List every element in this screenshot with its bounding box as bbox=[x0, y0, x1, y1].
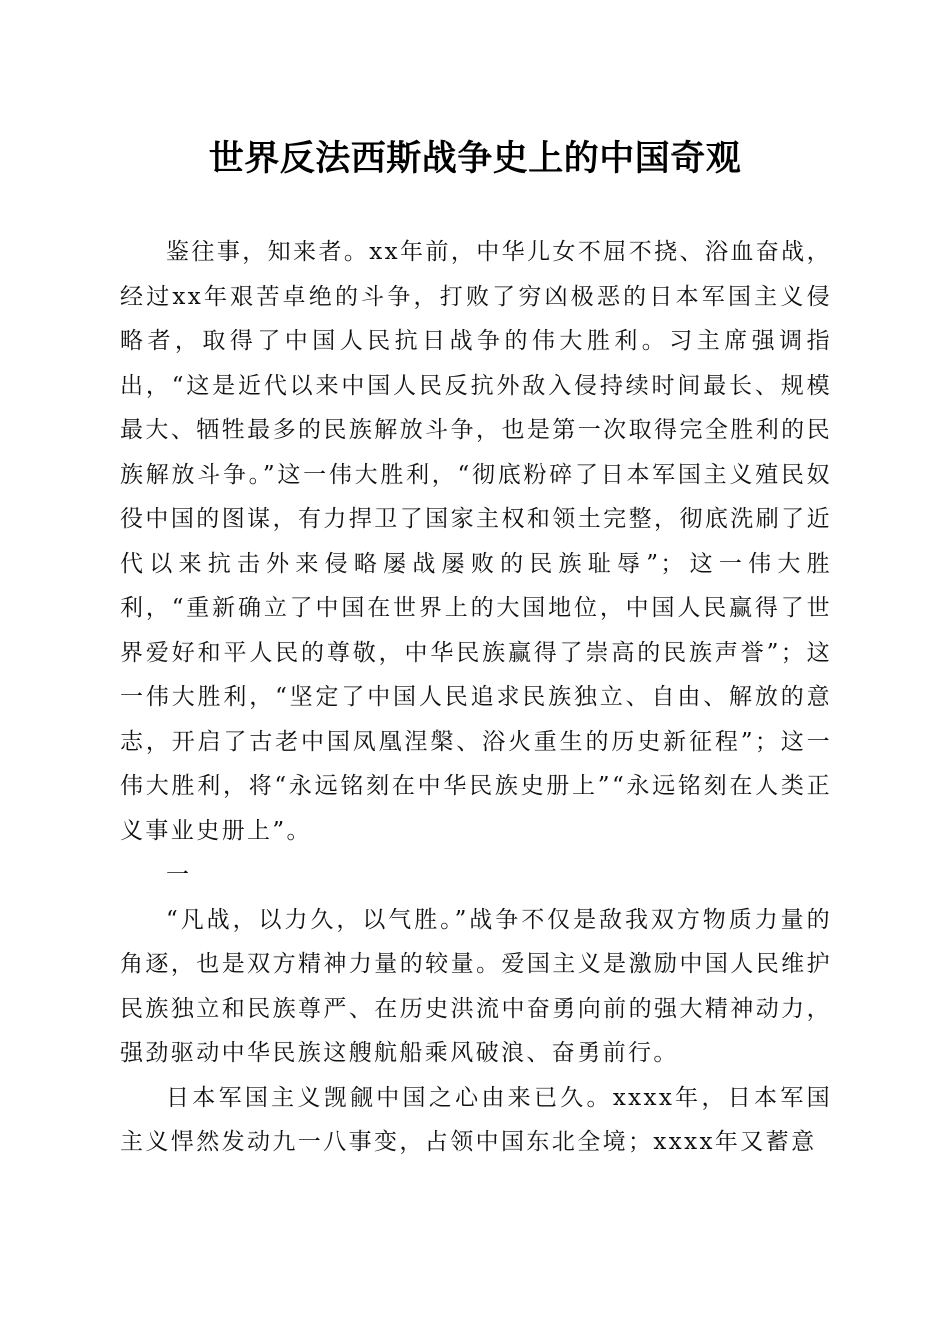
paragraph-history: 日本军国主义觊觎中国之心由来已久。xxxx年，日本军国主义悍然发动九一八事变，占领中国东北全境；xxxx年又蓄意 bbox=[120, 1084, 832, 1155]
section-number: 一 bbox=[166, 862, 192, 888]
document-body bbox=[120, 230, 832, 1165]
document-title: 世界反法西斯战争史上的中国奇观 bbox=[208, 138, 742, 179]
paragraph-spirit: “凡战，以力久，以气胜。”战争不仅是敌我双方物质力量的角逐，也是双方精神力量的较量。爱国主义是激励中国人民维护民族独立和民族尊严、在历史洪流中奋勇向前的强大精神动力，强劲驱动中华民族这艘航船乘风破浪、奋勇前行。 bbox=[120, 906, 832, 1066]
paragraph-intro: 鉴往事，知来者。xx年前，中华儿女不屈不挠、浴血奋战，经过xx年艰苦卓绝的斗争，打败了穷凶极恶的日本军国主义侵略者，取得了中国人民抗日战争的伟大胜利。习主席强调指出，“这是近代以来中国人民反抗外敌入侵持续时间最长、规模最大、牺牲最多的民族解放斗争，也是第一次取得完全胜利的民族解放斗争。”这一伟大胜利，“彻底粉碎了日本军国主义殖民奴役中国的图谋，有力捍卫了国家主权和领土完整，彻底洗刷了近代以来抗击外来侵略屡战屡败的民族耻辱”；这一伟大胜利，“重新确立了中国在世界上的大国地位，中国人民赢得了世界爱好和平人民的尊敬，中华民族赢得了崇高的民族声誉”；这一伟大胜利，“坚定了中国人民追求民族独立、自由、解放的意志，开启了古老中国凤凰涅槃、浴火重生的历史新征程”；这一伟大胜利，将“永远铭刻在中华民族史册上”“永远铭刻在人类正义事业史册上”。 bbox=[120, 239, 832, 844]
